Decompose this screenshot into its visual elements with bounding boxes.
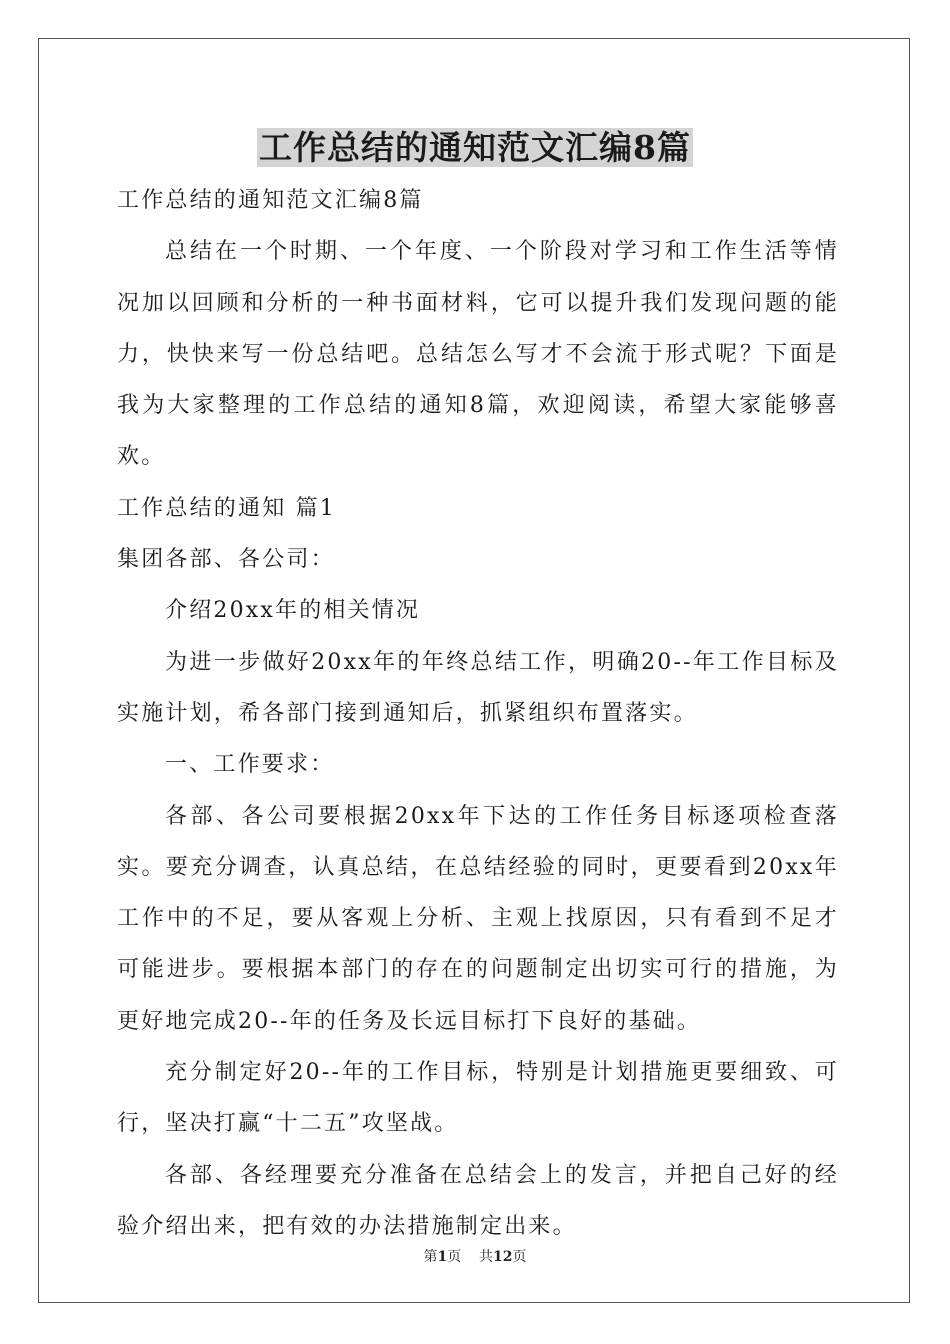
total-suffix: 页 xyxy=(512,1249,527,1265)
section-heading: 工作总结的通知 篇1 xyxy=(117,495,336,521)
body-paragraph: 各部、各公司要根据20xx年下达的工作任务目标逐项检查落实。要充分调查，认真总结，在总结经验的同时，更要看到20xx年工作中的不足，要从客观上分析、主观上找原因，只有看到不足才可能进步。要根据本部门的存在的问题制定出切实可行的措施，为更好地完成20--年的任务及长远目标打下良好的基础。 xyxy=(117,803,839,1034)
body-paragraph: 介绍20xx年的相关情况 xyxy=(165,598,421,624)
total-prefix: 共 xyxy=(479,1249,494,1265)
page-suffix: 页 xyxy=(447,1249,462,1265)
subtitle-line: 工作总结的通知范文汇编8篇 xyxy=(117,188,424,213)
intro-paragraph: 总结在一个时期、一个年度、一个阶段对学习和工作生活等情况加以回顾和分析的一种书面材料，它可以提升我们发现问题的能力，快快来写一份总结吧。总结怎么写才不会流于形式呢？下面是我为大家整理的工作总结的通知8篇，欢迎阅读，希望大家能够喜欢。 xyxy=(117,239,839,470)
total-page-count: 12 xyxy=(493,1249,513,1265)
document-title xyxy=(0,126,950,170)
document-body xyxy=(117,175,839,1252)
body-paragraph: 各部、各经理要充分准备在总结会上的发言，并把自己好的经验介绍出来，把有效的办法措施制定出来。 xyxy=(117,1162,839,1239)
salutation: 集团各部、各公司： xyxy=(117,547,335,573)
current-page-number: 1 xyxy=(437,1249,448,1265)
page-footer xyxy=(0,1247,950,1267)
body-paragraph: 充分制定好20--年的工作目标，特别是计划措施更要细致、可行，坚决打赢“十二五”攻坚战。 xyxy=(117,1060,839,1137)
body-paragraph: 为进一步做好20xx年的年终总结工作，明确20--年工作目标及实施计划，希各部门接到通知后，抓紧组织布置落实。 xyxy=(117,649,839,726)
page-prefix: 第 xyxy=(423,1249,438,1265)
subsection-heading: 一、工作要求： xyxy=(165,752,335,778)
document-title-text: 工作总结的通知范文汇编8篇 xyxy=(259,128,691,167)
